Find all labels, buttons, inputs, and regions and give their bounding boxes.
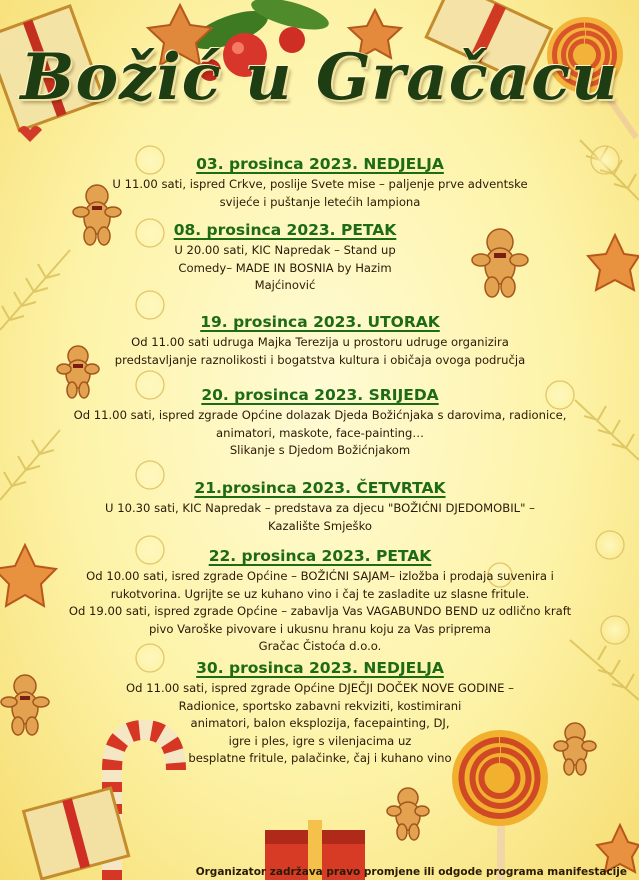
event-date: 22. prosinca 2023. PETAK bbox=[208, 547, 432, 565]
poster-title: Božić u Gračacu bbox=[20, 40, 619, 115]
event-date: 30. prosinca 2023. NEDJELJA bbox=[196, 659, 444, 677]
event-7 bbox=[60, 658, 580, 768]
event-5 bbox=[60, 478, 580, 535]
event-date: 20. prosinca 2023. SRIJEDA bbox=[201, 386, 439, 404]
event-date: 08. prosinca 2023. PETAK bbox=[173, 221, 397, 239]
event-description: U 11.00 sati, ispred Crkve, poslije Svete mise – paljenje prve adventske svijeće i puštanje letećih lampiona bbox=[112, 177, 528, 209]
event-description: Od 11.00 sati udruga Majka Terezija u prostoru udruge organizira predstavljanje raznolikosti i bogatstva kultura i običaja ovoga područja bbox=[114, 335, 526, 367]
event-description: Od 11.00 sati, ispred zgrade Općine dolazak Djeda Božićnjaka s darovima, radionice, animatori, maskote, face-painting… Slikanje s Djedom Božićnjakom bbox=[73, 408, 567, 457]
event-description: Od 11.00 sati, ispred zgrade Općine DJEČJI DOČEK NOVE GODINE – Radionice, sportsko zabavni rekviziti, kostimirani animatori, balon eksplozija, facepainting, DJ, igre i ples, igre s vilenjacima uz besplatne fritule, palačinke, čaj i kuhano vino bbox=[126, 681, 514, 765]
event-1 bbox=[60, 154, 580, 211]
event-date: 21.prosinca 2023. ČETVRTAK bbox=[194, 479, 446, 497]
event-2 bbox=[160, 220, 410, 295]
organizer-disclaimer: Organizator zadržava pravo promjene ili odgode programa manifestacije bbox=[195, 866, 627, 878]
event-date: 19. prosinca 2023. UTORAK bbox=[200, 313, 440, 331]
event-3 bbox=[60, 312, 580, 369]
event-description: U 10.30 sati, KIC Napredak – predstava za djecu "BOŽIĆNI DJEDOMOBIL" – Kazalište Smješko bbox=[105, 501, 535, 533]
event-6 bbox=[40, 546, 600, 656]
event-4 bbox=[40, 385, 600, 460]
event-date: 03. prosinca 2023. NEDJELJA bbox=[196, 155, 444, 173]
event-description: Od 10.00 sati, isred zgrade Općine – BOŽIĆNI SAJAM– izložba i prodaja suvenira i rukotvorina. Ugrijte se uz kuhano vino i čaj te zasladite uz slasne fritule. Od 19.00 sati, ispred zgrade Općine – zabavlja Vas VAGABUNDO BEND uz odlično kraft pivo Varoške pivovare i ukusnu hranu koju za Vas priprema Gračac Čistoća d.o.o. bbox=[68, 569, 572, 653]
event-description: U 20.00 sati, KIC Napredak – Stand up Comedy– MADE IN BOSNIA by Hazim Majćinović bbox=[174, 243, 396, 292]
